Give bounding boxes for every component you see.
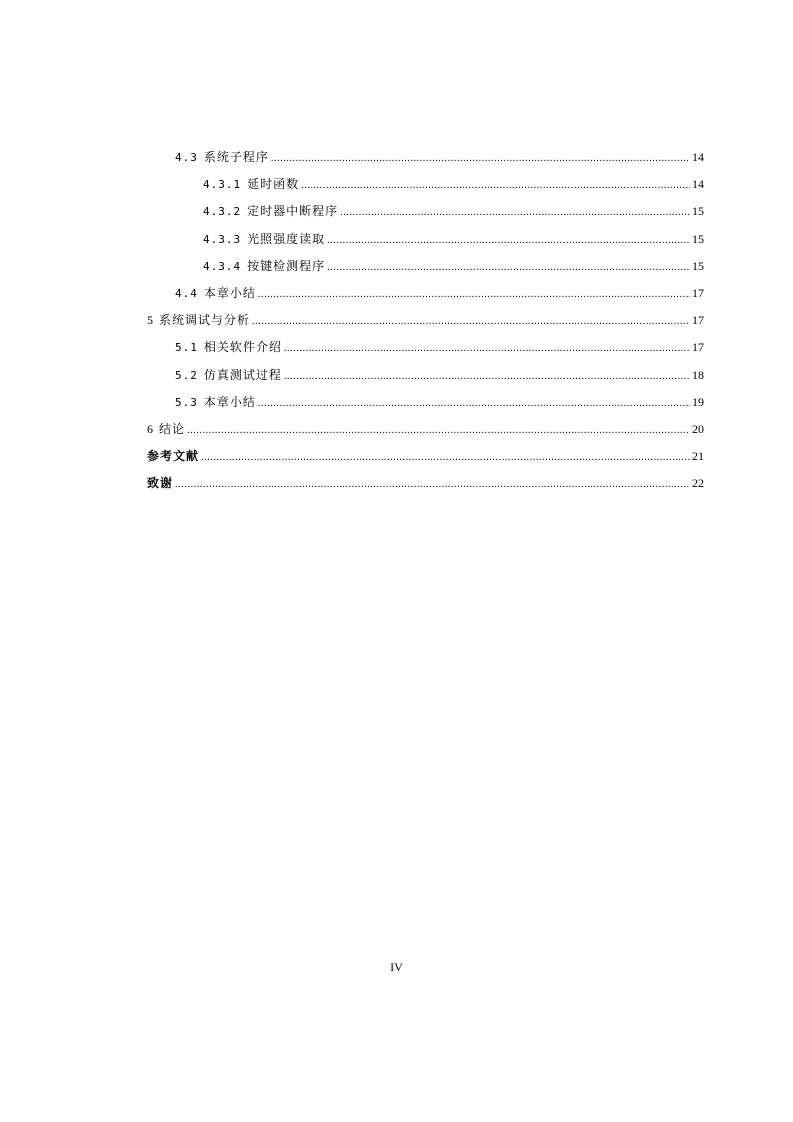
toc-leader-dots — [284, 338, 690, 360]
toc-entry-number: 5 — [147, 313, 153, 328]
toc-entry-title: 系统子程序 — [203, 150, 269, 164]
toc-entry-title: 本章小结 — [203, 394, 256, 409]
toc-entry-page-number: 15 — [692, 204, 704, 219]
toc-leader-dots — [175, 474, 690, 496]
toc-entry-number: 5.3 — [175, 395, 198, 409]
toc-entry-page-number: 17 — [692, 340, 704, 355]
toc-entry-page-number: 14 — [692, 177, 704, 192]
toc-leader-dots — [284, 366, 690, 388]
toc-entry[interactable] — [147, 418, 704, 445]
toc-entry[interactable] — [147, 364, 704, 391]
toc-entry[interactable] — [147, 391, 704, 418]
toc-entry-number: 5.2 — [175, 368, 198, 382]
toc-entry[interactable] — [147, 472, 704, 499]
toc-entry-number: 4.3 — [175, 151, 198, 164]
toc-entry-page-number: 17 — [692, 285, 704, 300]
toc-entry-title: 相关软件介绍 — [203, 340, 282, 355]
toc-entry-title: 本章小结 — [203, 285, 256, 300]
toc-entry-title: 延时函数 — [247, 177, 300, 192]
toc-entry-page-number: 19 — [692, 394, 704, 409]
toc-entry[interactable] — [147, 336, 704, 363]
toc-entry[interactable] — [147, 173, 704, 200]
toc-entry-number: 4.3.4 — [203, 259, 242, 273]
toc-entry-page-number: 22 — [692, 476, 704, 491]
toc-leader-dots — [271, 148, 690, 170]
toc-entry-title: 系统调试与分析 — [159, 313, 251, 328]
toc-entry[interactable] — [147, 146, 704, 173]
toc-leader-dots — [327, 257, 690, 279]
toc-entry-number: 4.4 — [175, 286, 198, 300]
toc-entry-page-number: 14 — [692, 150, 704, 164]
toc-entry-title: 致谢 — [147, 476, 174, 491]
page-number-footer: IV — [390, 960, 403, 974]
toc-entry-title: 定时器中断程序 — [247, 204, 339, 219]
toc-entry-number: 6 — [147, 421, 153, 436]
toc-entry-page-number: 17 — [692, 313, 704, 328]
toc-entry[interactable] — [147, 255, 704, 282]
toc-entry-number: 4.3.1 — [203, 178, 242, 192]
toc-entry[interactable] — [147, 309, 704, 336]
toc-entry[interactable] — [147, 200, 704, 227]
toc-entry-page-number: 21 — [692, 449, 704, 464]
toc-entry-page-number: 15 — [692, 258, 704, 273]
toc-entry-number: 4.3.3 — [203, 232, 242, 246]
toc-leader-dots — [327, 230, 690, 252]
toc-entry-title: 结论 — [159, 421, 186, 436]
toc-leader-dots — [340, 202, 690, 224]
toc-leader-dots — [201, 447, 690, 469]
toc-entry-page-number: 15 — [692, 231, 704, 246]
toc-entry-number: 4.3.2 — [203, 205, 242, 219]
toc-leader-dots — [258, 393, 690, 415]
toc-entry-title: 仿真测试过程 — [203, 367, 282, 382]
toc-entry[interactable] — [147, 228, 704, 255]
toc-entry[interactable] — [147, 445, 704, 472]
toc-entry-page-number: 20 — [692, 421, 704, 436]
toc-entry-number: 5.1 — [175, 341, 198, 355]
toc-leader-dots — [252, 311, 690, 333]
toc-leader-dots — [301, 175, 690, 197]
table-of-contents — [147, 146, 704, 499]
toc-entry-title: 参考文献 — [147, 449, 200, 464]
toc-entry-page-number: 18 — [692, 367, 704, 382]
toc-entry[interactable] — [147, 282, 704, 309]
toc-entry-title: 按键检测程序 — [247, 258, 326, 273]
toc-entry-title: 光照强度读取 — [247, 231, 326, 246]
toc-leader-dots — [187, 420, 690, 442]
toc-leader-dots — [258, 284, 690, 306]
